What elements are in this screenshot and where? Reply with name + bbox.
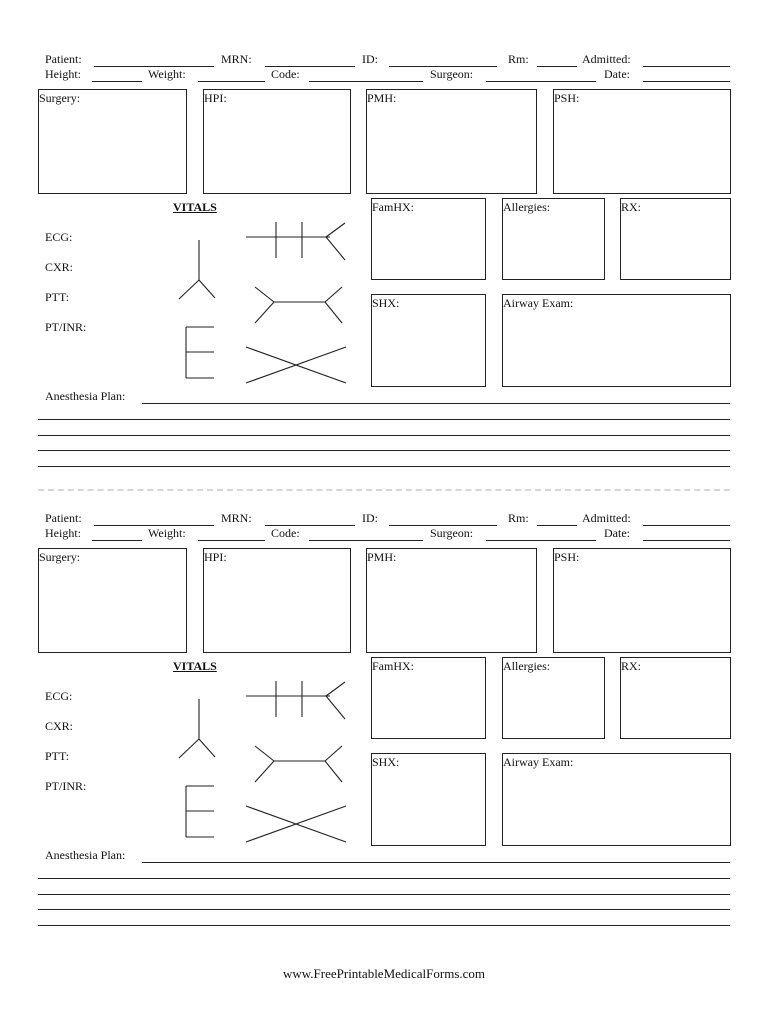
surgery-label: Surgery: xyxy=(39,550,81,564)
plan-line[interactable] xyxy=(38,878,730,879)
shx-box[interactable] xyxy=(371,753,486,846)
y-diagram-icon xyxy=(179,240,215,299)
weight-label: Weight: xyxy=(148,526,186,540)
hpi-box[interactable] xyxy=(203,89,351,194)
admitted-label: Admitted: xyxy=(582,52,631,66)
psh-label: PSH: xyxy=(554,91,580,105)
weight-label: Weight: xyxy=(148,67,186,81)
anesthesia-plan-label: Anesthesia Plan: xyxy=(45,389,126,403)
shx-box[interactable] xyxy=(371,294,486,387)
x-diagram-icon xyxy=(246,806,346,842)
rm-field[interactable] xyxy=(537,525,577,526)
rx-box[interactable] xyxy=(620,657,731,739)
surgeon-field[interactable] xyxy=(486,81,596,82)
ecg-label: ECG: xyxy=(45,230,73,244)
vitals-title: VITALS xyxy=(173,200,217,214)
surgery-box[interactable] xyxy=(38,548,187,653)
y-diagram-icon xyxy=(179,699,215,758)
rx-label: RX: xyxy=(621,200,642,214)
surgery-label: Surgery: xyxy=(39,91,81,105)
admitted-field[interactable] xyxy=(643,525,730,526)
hpi-label: HPI: xyxy=(204,91,227,105)
rx-box[interactable] xyxy=(620,198,731,280)
code-field[interactable] xyxy=(309,540,423,541)
x-diagram-icon xyxy=(246,347,346,383)
cxr-label: CXR: xyxy=(45,719,74,733)
fishbone-cbc-icon xyxy=(246,222,345,260)
fishbone-cbc-icon xyxy=(246,681,345,719)
date-label: Date: xyxy=(604,526,630,540)
psh-box[interactable] xyxy=(553,548,731,653)
pt-inr-label: PT/INR: xyxy=(45,320,87,334)
pt-inr-label: PT/INR: xyxy=(45,779,87,793)
pmh-box[interactable] xyxy=(366,548,537,653)
height-field[interactable] xyxy=(92,540,142,541)
patient-label: Patient: xyxy=(45,52,82,66)
shx-label: SHX: xyxy=(372,296,400,310)
vitals-title: VITALS xyxy=(173,659,217,673)
anesthesia-plan-field[interactable] xyxy=(142,403,730,404)
date-label: Date: xyxy=(604,67,630,81)
ptt-label: PTT: xyxy=(45,290,70,304)
form-1 xyxy=(0,52,768,492)
mrn-label: MRN: xyxy=(221,511,252,525)
allergies-box[interactable] xyxy=(502,657,605,739)
code-field[interactable] xyxy=(309,81,423,82)
psh-label: PSH: xyxy=(554,550,580,564)
id-label: ID: xyxy=(362,511,378,525)
surgery-box[interactable] xyxy=(38,89,187,194)
plan-line[interactable] xyxy=(38,894,730,895)
famhx-label: FamHX: xyxy=(372,200,414,214)
hpi-box[interactable] xyxy=(203,548,351,653)
bmp-skeleton-icon xyxy=(255,746,342,782)
hpi-label: HPI: xyxy=(204,550,227,564)
plan-line[interactable] xyxy=(38,435,730,436)
ecg-label: ECG: xyxy=(45,689,73,703)
plan-line[interactable] xyxy=(38,909,730,910)
allergies-box[interactable] xyxy=(502,198,605,280)
id-label: ID: xyxy=(362,52,378,66)
surgeon-label: Surgeon: xyxy=(430,526,474,540)
shx-label: SHX: xyxy=(372,755,400,769)
ptt-label: PTT: xyxy=(45,749,70,763)
rm-field[interactable] xyxy=(537,66,577,67)
weight-field[interactable] xyxy=(198,81,265,82)
airway-exam-label: Airway Exam: xyxy=(503,755,574,769)
date-field[interactable] xyxy=(643,81,730,82)
pmh-box[interactable] xyxy=(366,89,537,194)
surgeon-label: Surgeon: xyxy=(430,67,474,81)
patient-label: Patient: xyxy=(45,511,82,525)
rx-label: RX: xyxy=(621,659,642,673)
rm-label: Rm: xyxy=(508,511,529,525)
famhx-box[interactable] xyxy=(371,657,486,739)
lab-diagrams xyxy=(170,671,370,871)
pmh-label: PMH: xyxy=(367,550,397,564)
airway-exam-box[interactable] xyxy=(502,753,731,846)
code-label: Code: xyxy=(271,67,300,81)
allergies-label: Allergies: xyxy=(503,200,551,214)
famhx-box[interactable] xyxy=(371,198,486,280)
height-label: Height: xyxy=(45,67,81,81)
plan-line[interactable] xyxy=(38,450,730,451)
plan-line[interactable] xyxy=(38,466,730,467)
cut-line-divider xyxy=(38,489,730,491)
airway-exam-box[interactable] xyxy=(502,294,731,387)
pmh-label: PMH: xyxy=(367,91,397,105)
anesthesia-plan-field[interactable] xyxy=(142,862,730,863)
e-diagram-icon xyxy=(186,786,214,837)
date-field[interactable] xyxy=(643,540,730,541)
code-label: Code: xyxy=(271,526,300,540)
lab-diagrams xyxy=(170,212,370,412)
weight-field[interactable] xyxy=(198,540,265,541)
cxr-label: CXR: xyxy=(45,260,74,274)
height-label: Height: xyxy=(45,526,81,540)
psh-box[interactable] xyxy=(553,89,731,194)
famhx-label: FamHX: xyxy=(372,659,414,673)
airway-exam-label: Airway Exam: xyxy=(503,296,574,310)
anesthesia-plan-label: Anesthesia Plan: xyxy=(45,848,126,862)
form-2 xyxy=(0,511,768,951)
surgeon-field[interactable] xyxy=(486,540,596,541)
mrn-label: MRN: xyxy=(221,52,252,66)
height-field[interactable] xyxy=(92,81,142,82)
e-diagram-icon xyxy=(186,327,214,378)
admitted-field[interactable] xyxy=(643,66,730,67)
footer-url: www.FreePrintableMedicalForms.com xyxy=(282,966,486,981)
plan-line[interactable] xyxy=(38,925,730,926)
plan-line[interactable] xyxy=(38,419,730,420)
bmp-skeleton-icon xyxy=(255,287,342,323)
allergies-label: Allergies: xyxy=(503,659,551,673)
admitted-label: Admitted: xyxy=(582,511,631,525)
rm-label: Rm: xyxy=(508,52,529,66)
